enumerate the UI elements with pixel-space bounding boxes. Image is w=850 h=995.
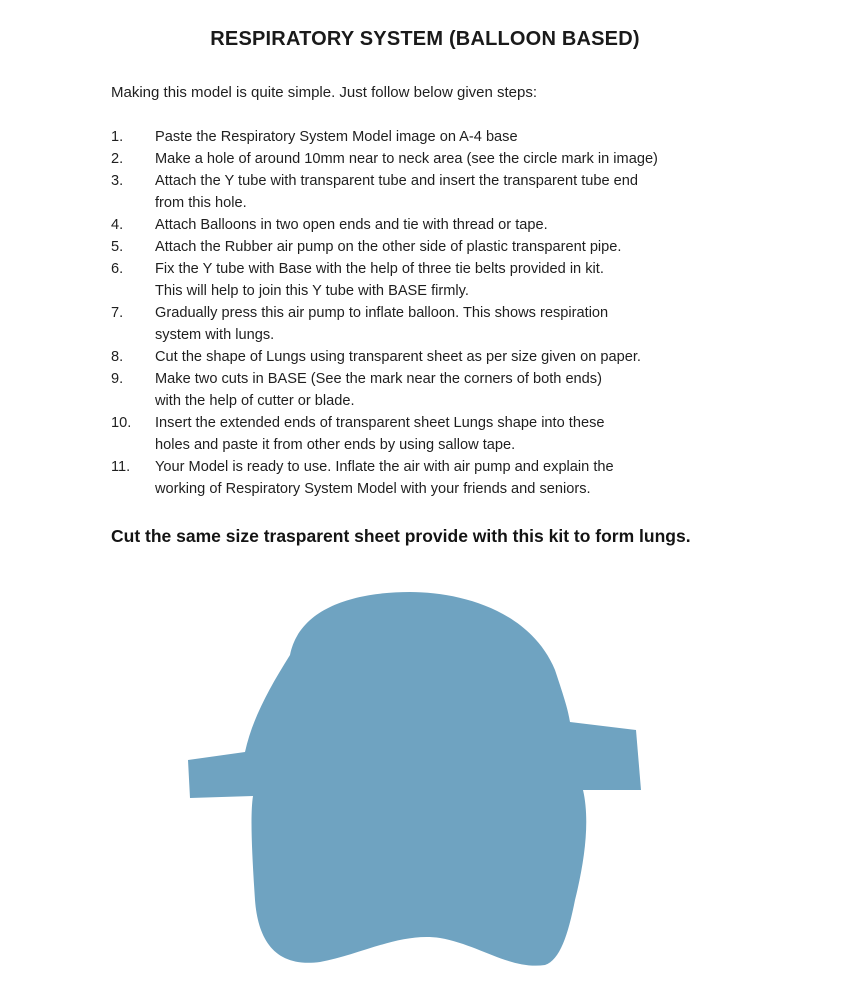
step-text: Paste the Respiratory System Model image on A-4 base (155, 129, 518, 145)
step-text: Make two cuts in BASE (See the mark near the corners of both ends) with the help of cutter or blade. (155, 371, 602, 409)
step-number: 8. (111, 349, 124, 365)
lung-shape (188, 592, 641, 966)
step-number: 1. (111, 129, 124, 145)
step-number: 2. (111, 151, 124, 167)
step-text: Insert the extended ends of transparent sheet Lungs shape into these holes and paste it from other ends by using sallow tape. (155, 415, 605, 453)
step-number: 9. (111, 371, 124, 387)
step-number: 4. (111, 217, 124, 233)
step-number: 6. (111, 261, 124, 277)
step-text: Fix the Y tube with Base with the help of three tie belts provided in kit. This will help to join this Y tube with BASE firmly. (155, 261, 604, 299)
step-text: Make a hole of around 10mm near to neck area (see the circle mark in image) (155, 151, 658, 167)
step-number: 3. (111, 173, 124, 189)
cut-instruction-note: Cut the same size trasparent sheet provide with this kit to form lungs. (111, 526, 691, 546)
step-text: Attach the Rubber air pump on the other side of plastic transparent pipe. (155, 239, 622, 255)
step-text: Cut the shape of Lungs using transparent sheet as per size given on paper. (155, 349, 641, 365)
step-number: 5. (111, 239, 124, 255)
intro-text: Making this model is quite simple. Just follow below given steps: (111, 84, 538, 101)
step-number: 7. (111, 305, 124, 321)
step-text: Gradually press this air pump to inflate balloon. This shows respiration system with lungs. (155, 305, 609, 343)
step-text: Attach Balloons in two open ends and tie with thread or tape. (155, 217, 548, 233)
page-title: RESPIRATORY SYSTEM (BALLOON BASED) (210, 28, 640, 50)
step-text: Attach the Y tube with transparent tube and insert the transparent tube end from this hole. (155, 173, 639, 211)
step-text: Your Model is ready to use. Inflate the air with air pump and explain the working of Respiratory System Model with your friends and seniors. (155, 459, 614, 497)
step-number: 11. (111, 459, 131, 475)
step-number: 10. (111, 415, 132, 431)
